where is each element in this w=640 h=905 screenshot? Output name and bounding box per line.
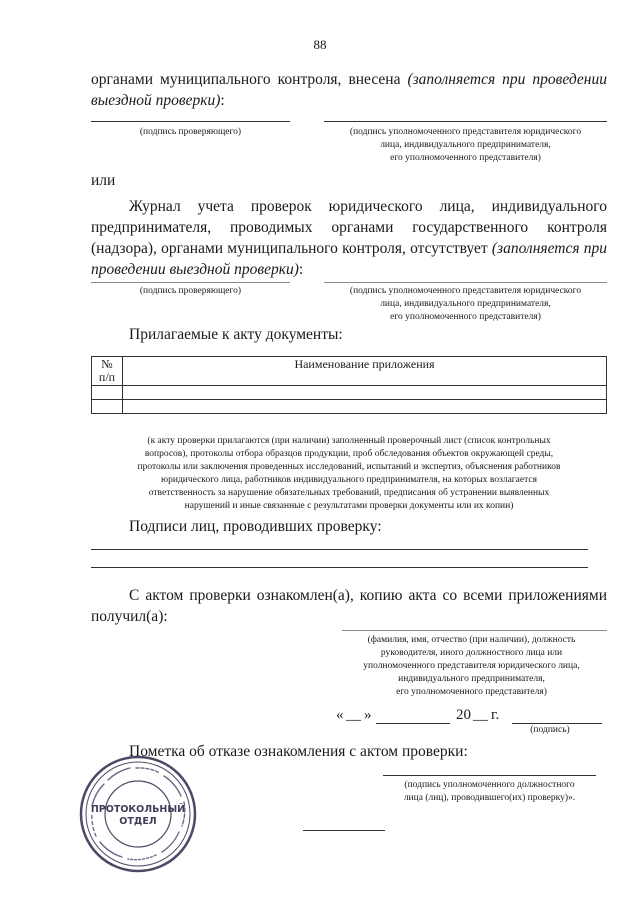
date-quote-open: «	[336, 707, 344, 723]
table-cell	[92, 400, 123, 414]
inspector-signature-line-1	[91, 549, 588, 550]
caption-line: его уполномоченного представителя)	[390, 153, 541, 163]
caption-line: (подпись уполномоченного должностного	[404, 780, 575, 790]
refusal-caption	[376, 779, 603, 805]
caption-line: лица, индивидуального предпринимателя,	[380, 140, 551, 150]
section2-tail: :	[298, 261, 304, 278]
caption-line: (подпись уполномоченного представителя юридического	[349, 127, 582, 137]
attachments-table	[91, 356, 607, 414]
date-day-blank: __	[346, 707, 361, 723]
column-header-name: Наименование приложения	[123, 357, 607, 386]
caption-line: руководителя, иного должностного лица или	[380, 648, 563, 658]
section1-italic-note: (заполняется при проведении выездной проверки)	[91, 71, 607, 109]
section2-italic-note: (заполняется при проведении выездной проверки)	[91, 240, 607, 278]
end-rule	[303, 830, 385, 831]
page-number: 88	[313, 37, 327, 52]
caption-line: его уполномоченного представителя)	[390, 312, 541, 322]
date-quote-close: »	[364, 707, 372, 723]
date-year-prefix: 20	[456, 707, 471, 723]
caption-representative-1	[324, 126, 607, 165]
date-month-line	[376, 723, 450, 724]
note-line: вопросов), протоколы отбора образцов продукции, проб обследования объектов окружающей среды,	[144, 449, 554, 459]
date-year-suffix: г.	[491, 707, 500, 723]
inspector-signature-line-2	[91, 567, 588, 568]
table-row	[92, 400, 607, 414]
table-header-row	[92, 357, 607, 386]
caption-line: (фамилия, имя, отчество (при наличии), должность	[367, 635, 576, 645]
note-line: юридического лица, работников индивидуального предпринимателя, на которых возлагается	[161, 475, 537, 485]
attachments-note	[91, 435, 607, 513]
signatures-heading: Подписи лиц, проводивших проверку:	[129, 518, 382, 535]
column-header-number-line: п/п	[98, 370, 116, 384]
note-line: нарушений и иные связанные с результатами проверки документы или их копии)	[184, 501, 514, 511]
caption-line: (подпись уполномоченного представителя юридического	[349, 286, 582, 296]
section1-text: органами муниципального контроля, внесена	[91, 71, 408, 88]
attachments-heading: Прилагаемые к акту документы:	[129, 326, 343, 343]
note-line: протоколы или заключения проведенных исследований, испытаний и экспертиз, объяснения работников	[137, 462, 561, 472]
note-line: (к акту проверки прилагаются (при наличии) заполненный проверочный лист (список контрольных	[147, 436, 551, 446]
protocol-department-stamp	[78, 754, 198, 874]
signature-caption: (подпись)	[530, 725, 570, 735]
caption-inspector-1: (подпись проверяющего)	[139, 127, 242, 137]
column-header-number-line: №	[101, 357, 113, 371]
section2-text: Журнал учета проверок юридического лица, индивидуального предпринимателя, проводимых органами государственного контроля (надзора), органами муниципального контроля, отсутствует	[91, 198, 607, 257]
table-cell	[92, 386, 123, 400]
signature-line-inspector-1	[91, 121, 290, 122]
caption-line: лица (лиц), проводившего(их) проверку)».	[403, 793, 576, 803]
section1-tail: :	[220, 92, 225, 109]
caption-representative-2	[324, 285, 607, 324]
table-cell	[123, 400, 607, 414]
acquainted-paragraph: С актом проверки ознакомлен(а), копию акта со всеми приложениями получил(а):	[91, 587, 607, 625]
caption-line: лица, индивидуального предпринимателя,	[380, 299, 551, 309]
note-line: ответственность за нарушение обязательных требований, предписания об устранении выявленных	[148, 488, 550, 498]
caption-inspector-2: (подпись проверяющего)	[139, 286, 242, 296]
stamp-line-2: ОТДЕЛ	[119, 816, 157, 827]
caption-line: уполномоченного представителя юридического лица,	[363, 661, 580, 671]
signature-line-inspector-2	[91, 282, 290, 283]
refusal-heading: Пометка об отказе ознакомления с актом проверки:	[129, 743, 468, 760]
refusal-signature-line	[383, 775, 596, 776]
signature-line-representative-1	[324, 121, 607, 122]
column-header-number	[92, 357, 123, 386]
stamp-line-1: ПРОТОКОЛЬНЫЙ	[90, 804, 186, 815]
acquainted-name-line	[342, 630, 607, 631]
signature-line-representative-2	[324, 282, 607, 283]
section2-paragraph	[91, 196, 607, 280]
table-cell	[123, 386, 607, 400]
caption-line: индивидуального предпринимателя,	[398, 674, 545, 684]
caption-line: его уполномоченного представителя)	[396, 687, 547, 697]
date-year-blank: __	[473, 707, 488, 723]
table-row	[92, 386, 607, 400]
or-word: или	[91, 172, 116, 189]
acquainted-caption	[336, 634, 607, 699]
section1-paragraph	[91, 69, 607, 111]
